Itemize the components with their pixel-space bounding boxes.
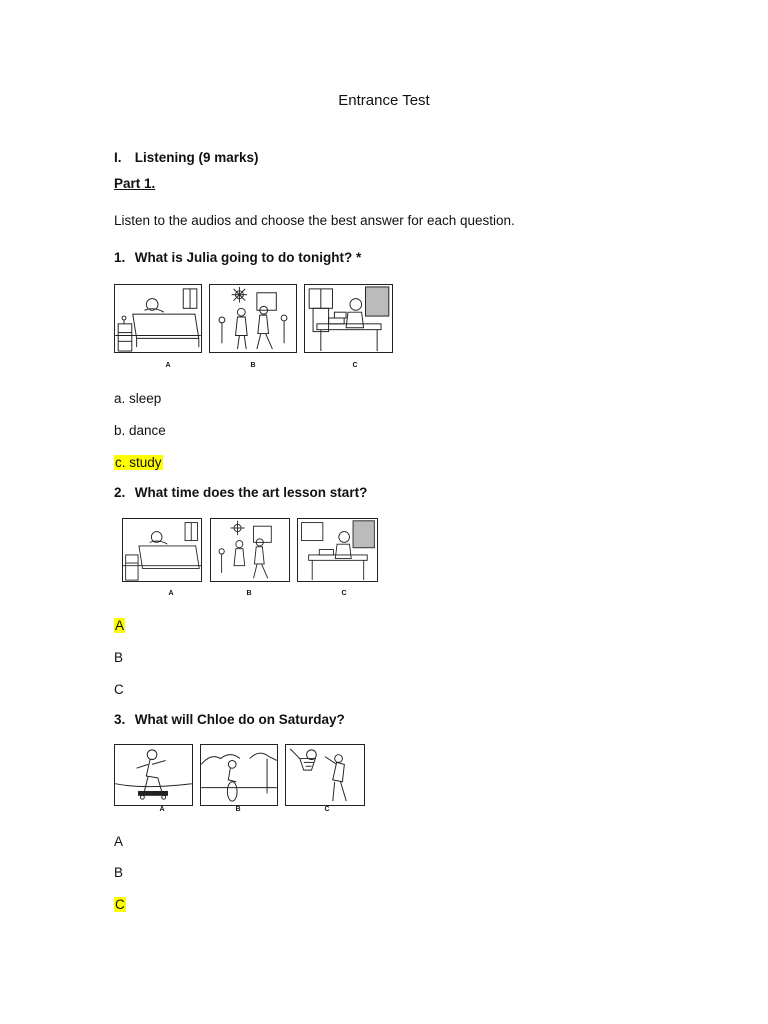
question-number: 1. [114, 250, 126, 265]
picture-cycling [200, 744, 278, 806]
question-number: 3. [114, 712, 126, 727]
question-1 [114, 250, 361, 265]
option-text: b. dance [114, 423, 166, 438]
question-text: What time does the art lesson start? [134, 485, 368, 500]
question-2 [114, 485, 367, 500]
picture-basketball [285, 744, 365, 806]
picture-study [297, 518, 378, 582]
option-text: B [114, 650, 124, 665]
picture-label: C [352, 362, 358, 369]
answer-option-selected[interactable] [114, 454, 163, 471]
picture-label: A [165, 362, 171, 369]
option-text-highlighted: A [115, 618, 125, 633]
option-text-highlighted: C [115, 897, 125, 912]
option-text-highlighted: c. study [115, 455, 162, 470]
picture-label: A [159, 806, 165, 813]
picture-label: B [250, 362, 256, 369]
question-text: What will Chloe do on Saturday? [134, 712, 345, 727]
question-text: What is Julia going to do tonight? * [134, 250, 362, 265]
picture-label: C [324, 806, 330, 813]
answer-option[interactable] [114, 833, 123, 850]
picture-dance [209, 284, 297, 353]
picture-study [304, 284, 393, 353]
section-number: I. [114, 150, 122, 165]
option-text: B [114, 865, 124, 880]
question-number: 2. [114, 485, 126, 500]
question-3 [114, 712, 345, 727]
answer-option[interactable] [114, 649, 123, 666]
answer-option[interactable] [114, 422, 166, 439]
picture-label: C [341, 590, 347, 597]
picture-label: B [246, 590, 252, 597]
answer-option[interactable] [114, 864, 123, 881]
picture-sleep [122, 518, 202, 582]
answer-option-selected[interactable] [114, 896, 126, 913]
answer-option[interactable] [114, 681, 124, 698]
answer-option-selected[interactable] [114, 617, 125, 634]
answer-option[interactable] [114, 390, 161, 407]
picture-sleep [114, 284, 202, 353]
option-text: a. sleep [114, 391, 162, 406]
picture-label: B [235, 806, 241, 813]
picture-skateboard [114, 744, 193, 806]
option-text: A [114, 834, 124, 849]
option-text: C [114, 682, 124, 697]
picture-label: A [168, 590, 174, 597]
section-title: Listening (9 marks) [134, 150, 259, 165]
instructions: Listen to the audios and choose the best answer for each question. [114, 213, 515, 228]
picture-dance [210, 518, 290, 582]
page-title: Entrance Test [338, 92, 430, 109]
section-heading [114, 150, 259, 165]
part-heading: Part 1. [114, 176, 156, 191]
